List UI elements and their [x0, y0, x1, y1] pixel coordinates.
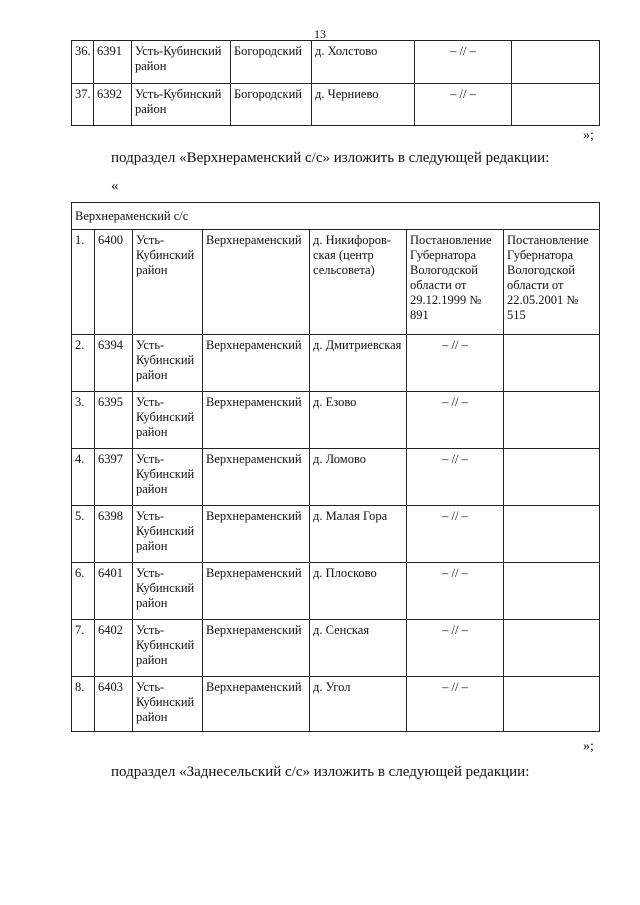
row-doc2 — [512, 41, 600, 84]
row-council: Верхнераменский — [203, 449, 310, 506]
row-district: Усть-Кубинский район — [133, 392, 203, 449]
row-code: 6401 — [95, 563, 133, 620]
row-doc1: – // – — [407, 392, 504, 449]
row-district: Усть-Кубинский район — [133, 563, 203, 620]
closing-quote: »; — [583, 128, 594, 143]
closing-quote: »; — [583, 739, 594, 754]
row-district: Усть-Кубинский район — [133, 335, 203, 392]
opening-quote: « — [111, 178, 119, 194]
top-table — [71, 40, 600, 126]
row-district: Усть-Кубинский район — [132, 41, 231, 84]
row-number: 6. — [72, 563, 95, 620]
row-settlement: д. Малая Гора — [310, 506, 407, 563]
row-number: 4. — [72, 449, 95, 506]
row-council: Верхнераменский — [203, 620, 310, 677]
row-number: 8. — [72, 677, 95, 732]
row-number: 37. — [72, 84, 94, 126]
row-code: 6403 — [95, 677, 133, 732]
row-doc2 — [504, 506, 600, 563]
table-row — [72, 677, 600, 732]
paragraph-verkhneramensky: подраздел «Верхнераменский с/с» изложить в следующей редакции: — [111, 150, 550, 166]
row-settlement: д. Сенская — [310, 620, 407, 677]
row-doc2 — [504, 620, 600, 677]
row-district: Усть-Кубинский район — [133, 449, 203, 506]
table-row — [72, 230, 600, 335]
table-row — [72, 84, 600, 126]
row-district: Усть-Кубинский район — [133, 677, 203, 732]
page-number: 13 — [314, 27, 326, 41]
table-row — [72, 392, 600, 449]
row-council: Верхнераменский — [203, 563, 310, 620]
row-district: Усть-Кубинский район — [133, 506, 203, 563]
row-settlement: д. Холстово — [312, 41, 415, 84]
row-settlement: д. Езово — [310, 392, 407, 449]
row-number: 7. — [72, 620, 95, 677]
table-row — [72, 335, 600, 392]
row-doc1: – // – — [415, 41, 512, 84]
row-council: Верхнераменский — [203, 230, 310, 335]
row-doc1: Постановление Губернатора Вологодской области от 29.12.1999 № 891 — [407, 230, 504, 335]
row-doc1: – // – — [415, 84, 512, 126]
row-doc1: – // – — [407, 677, 504, 732]
row-settlement: д. Никифоров-ская (центр сельсовета) — [310, 230, 407, 335]
row-council: Богородский — [231, 84, 312, 126]
row-code: 6398 — [95, 506, 133, 563]
row-settlement: д. Черниево — [312, 84, 415, 126]
table-row — [72, 620, 600, 677]
row-doc1: – // – — [407, 335, 504, 392]
row-settlement: д. Плосково — [310, 563, 407, 620]
row-doc1: – // – — [407, 563, 504, 620]
row-code: 6400 — [95, 230, 133, 335]
row-council: Богородский — [231, 41, 312, 84]
section-header-row — [72, 203, 600, 230]
row-council: Верхнераменский — [203, 392, 310, 449]
row-doc2 — [504, 677, 600, 732]
table-row — [72, 506, 600, 563]
main-table — [71, 202, 600, 732]
row-code: 6402 — [95, 620, 133, 677]
row-settlement: д. Ломово — [310, 449, 407, 506]
row-council: Верхнераменский — [203, 335, 310, 392]
row-doc1: – // – — [407, 506, 504, 563]
row-code: 6391 — [94, 41, 132, 84]
table-row — [72, 41, 600, 84]
row-code: 6394 — [95, 335, 133, 392]
row-number: 5. — [72, 506, 95, 563]
row-settlement: д. Дмитриевская — [310, 335, 407, 392]
row-district: Усть-Кубинский район — [132, 84, 231, 126]
section-header: Верхнераменский с/с — [72, 203, 600, 230]
row-doc2 — [504, 335, 600, 392]
row-doc1: – // – — [407, 449, 504, 506]
row-settlement: д. Угол — [310, 677, 407, 732]
row-district: Усть-Кубинский район — [133, 620, 203, 677]
row-doc2 — [512, 84, 600, 126]
table-row — [72, 563, 600, 620]
table-row — [72, 449, 600, 506]
row-doc2 — [504, 563, 600, 620]
row-doc2: Постановление Губернатора Вологодской области от 22.05.2001 № 515 — [504, 230, 600, 335]
row-number: 2. — [72, 335, 95, 392]
paragraph-zadneselsky: подраздел «Заднесельский с/с» изложить в следующей редакции: — [111, 764, 530, 780]
row-code: 6397 — [95, 449, 133, 506]
row-code: 6392 — [94, 84, 132, 126]
row-doc2 — [504, 392, 600, 449]
row-number: 36. — [72, 41, 94, 84]
row-council: Верхнераменский — [203, 506, 310, 563]
row-council: Верхнераменский — [203, 677, 310, 732]
row-number: 3. — [72, 392, 95, 449]
row-doc2 — [504, 449, 600, 506]
row-doc1: – // – — [407, 620, 504, 677]
row-number: 1. — [72, 230, 95, 335]
row-code: 6395 — [95, 392, 133, 449]
row-district: Усть-Кубинский район — [133, 230, 203, 335]
